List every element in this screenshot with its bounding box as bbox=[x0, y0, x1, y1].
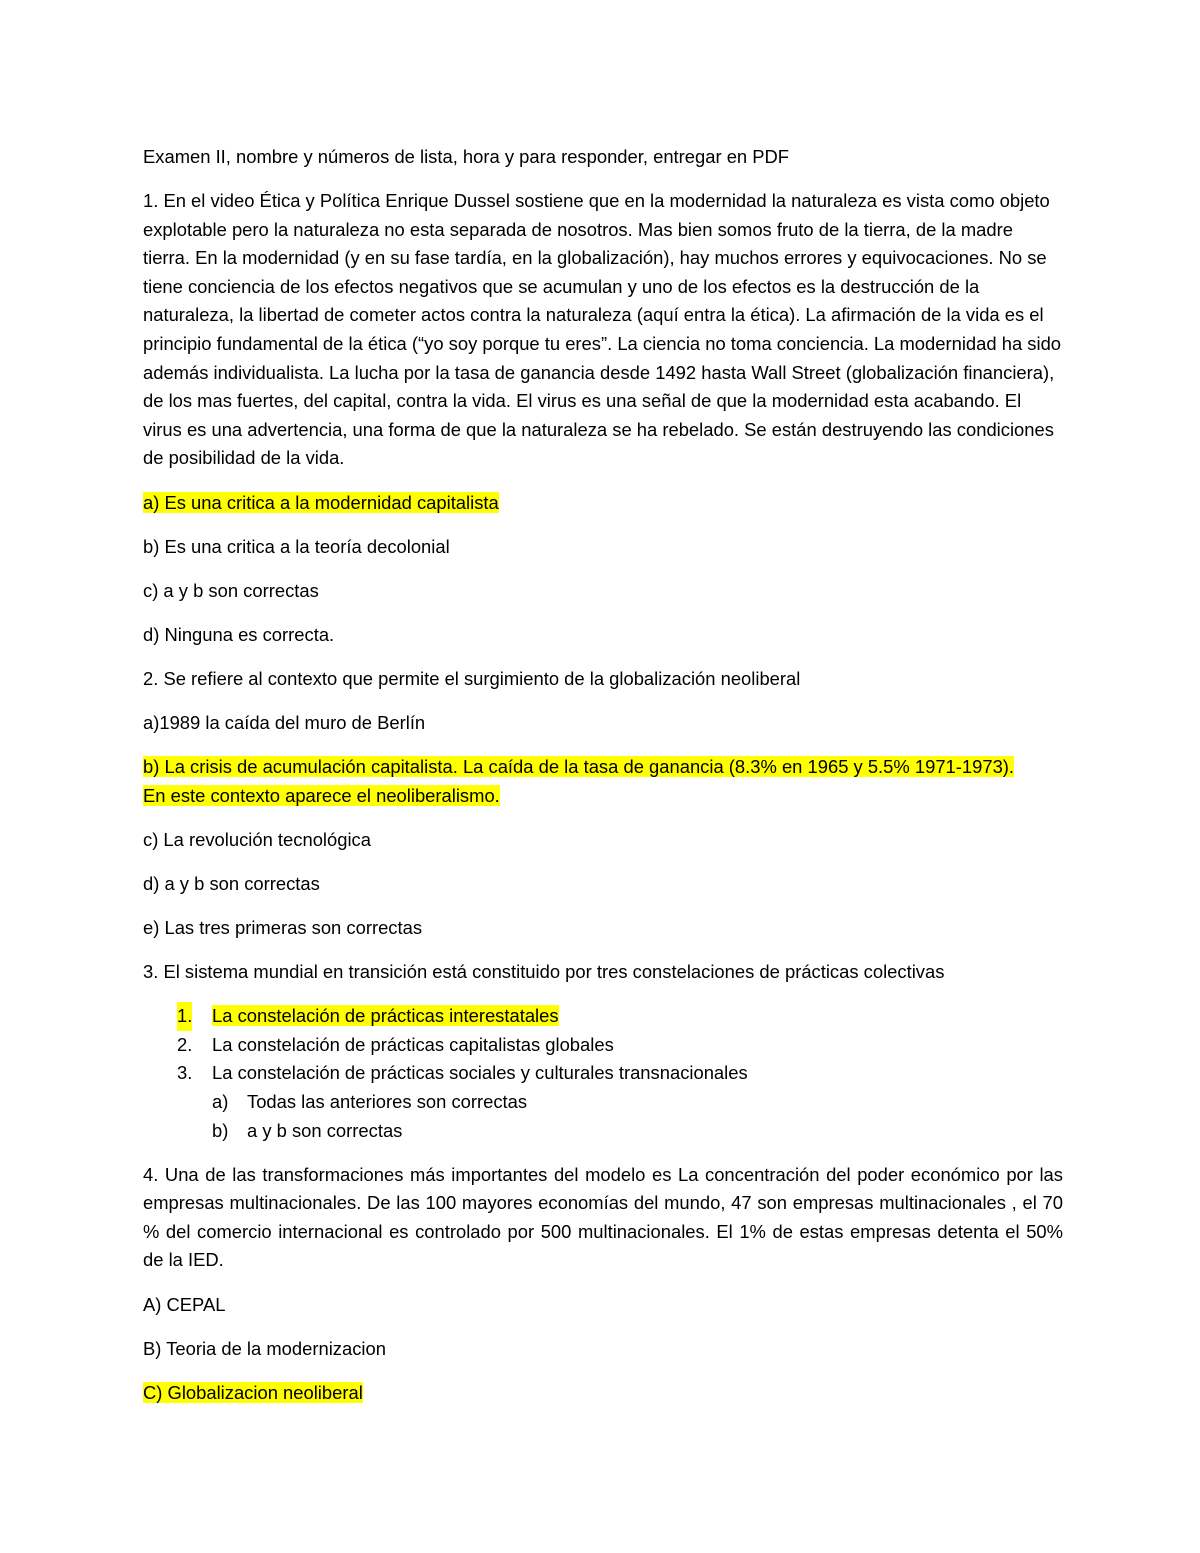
list-marker: a) bbox=[212, 1090, 229, 1112]
list-item-text: Todas las anteriores son correctas bbox=[247, 1090, 528, 1112]
question-1-option-d: d) Ninguna es correcta. bbox=[143, 623, 335, 645]
highlighted-answer: C) Globalizacion neoliberal bbox=[143, 1381, 363, 1403]
question-2-option-b bbox=[143, 753, 1063, 810]
question-2-option-d: d) a y b son correctas bbox=[143, 872, 320, 894]
list-item bbox=[143, 1088, 1063, 1117]
question-3-numbered-list bbox=[143, 1002, 1063, 1088]
list-item bbox=[143, 1031, 1063, 1060]
list-item-text: a y b son correctas bbox=[247, 1119, 403, 1141]
question-1-option-c: c) a y b son correctas bbox=[143, 579, 319, 601]
list-item-text: La constelación de prácticas capitalistas globales bbox=[212, 1033, 614, 1055]
question-4-option-b: B) Teoria de la modernizacion bbox=[143, 1337, 386, 1359]
question-1-text: 1. En el video Ética y Política Enrique Dussel sostiene que en la modernidad la naturaleza es vista como objeto explotable pero la naturaleza no esta separada de nosotros. Mas bien somos fruto de la tierra, de la madre tierra. En la modernidad (y en su fase tardía, en la globalización), hay muchos errores y equivocaciones. No se tiene conciencia de los efectos negativos que se acumulan y uno de los efectos es la destrucción de la naturaleza, la libertad de cometer actos contra la naturaleza (aquí entra la ética). La afirmación de la vida es el principio fundamental de la ética (“yo soy porque tu eres”. La ciencia no toma conciencia. La modernidad ha sido además individualista. La lucha por la tasa de ganancia desde 1492 hasta Wall Street (globalización financiera), de los mas fuertes, del capital, contra la vida. El virus es una señal de que la modernidad esta acabando. El virus es una advertencia, una forma de que la naturaleza se ha rebelado. Se están destruyendo las condiciones de posibilidad de la vida. bbox=[143, 190, 1062, 469]
exam-header: Examen II, nombre y números de lista, hora y para responder, entregar en PDF bbox=[143, 146, 790, 167]
question-2-option-c: c) La revolución tecnológica bbox=[143, 828, 371, 850]
question-1-option-a bbox=[143, 489, 1063, 518]
list-marker: b) bbox=[212, 1119, 229, 1141]
question-2-text: 2. Se refiere al contexto que permite el surgimiento de la globalización neoliberal bbox=[143, 667, 801, 689]
question-3-sub-list bbox=[143, 1088, 1063, 1145]
list-marker: 1. bbox=[177, 1002, 192, 1031]
list-item bbox=[143, 1117, 1063, 1146]
highlighted-answer-line-2: En este contexto aparece el neoliberalismo. bbox=[143, 784, 500, 806]
question-2-option-a: a)1989 la caída del muro de Berlín bbox=[143, 712, 426, 733]
list-item bbox=[143, 1002, 1063, 1031]
list-marker: 2. bbox=[177, 1033, 193, 1055]
question-3-text: 3. El sistema mundial en transición está constituido por tres constelaciones de prácticas colectivas bbox=[143, 961, 945, 983]
list-marker: 3. bbox=[177, 1062, 193, 1084]
question-4-text: 4. Una de las transformaciones más importantes del modelo es La concentración del poder económico por las empresas multinacionales. De las 100 mayores economías del mundo, 47 son empresas multinacionales , el 70 % del comercio internacional es controlado por 500 multinacionales. El 1% de estas empresas detenta el 50% de la IED. bbox=[143, 1163, 1063, 1271]
highlighted-answer: La constelación de prácticas interestatales bbox=[212, 1005, 559, 1027]
list-item bbox=[143, 1059, 1063, 1088]
list-item-text: La constelación de prácticas sociales y culturales transnacionales bbox=[212, 1062, 748, 1084]
highlighted-answer-line-1: b) La crisis de acumulación capitalista. La caída de la tasa de ganancia (8.3% en 1965 y 5.5% 1971-1973). bbox=[143, 756, 1015, 778]
question-2-option-e: e) Las tres primeras son correctas bbox=[143, 916, 423, 938]
question-4-option-c bbox=[143, 1379, 1063, 1408]
question-1-option-b: b) Es una critica a la teoría decolonial bbox=[143, 535, 450, 557]
question-4-option-a: A) CEPAL bbox=[143, 1293, 226, 1315]
exam-document bbox=[143, 143, 1063, 1423]
highlighted-answer: a) Es una critica a la modernidad capitalista bbox=[143, 491, 499, 513]
